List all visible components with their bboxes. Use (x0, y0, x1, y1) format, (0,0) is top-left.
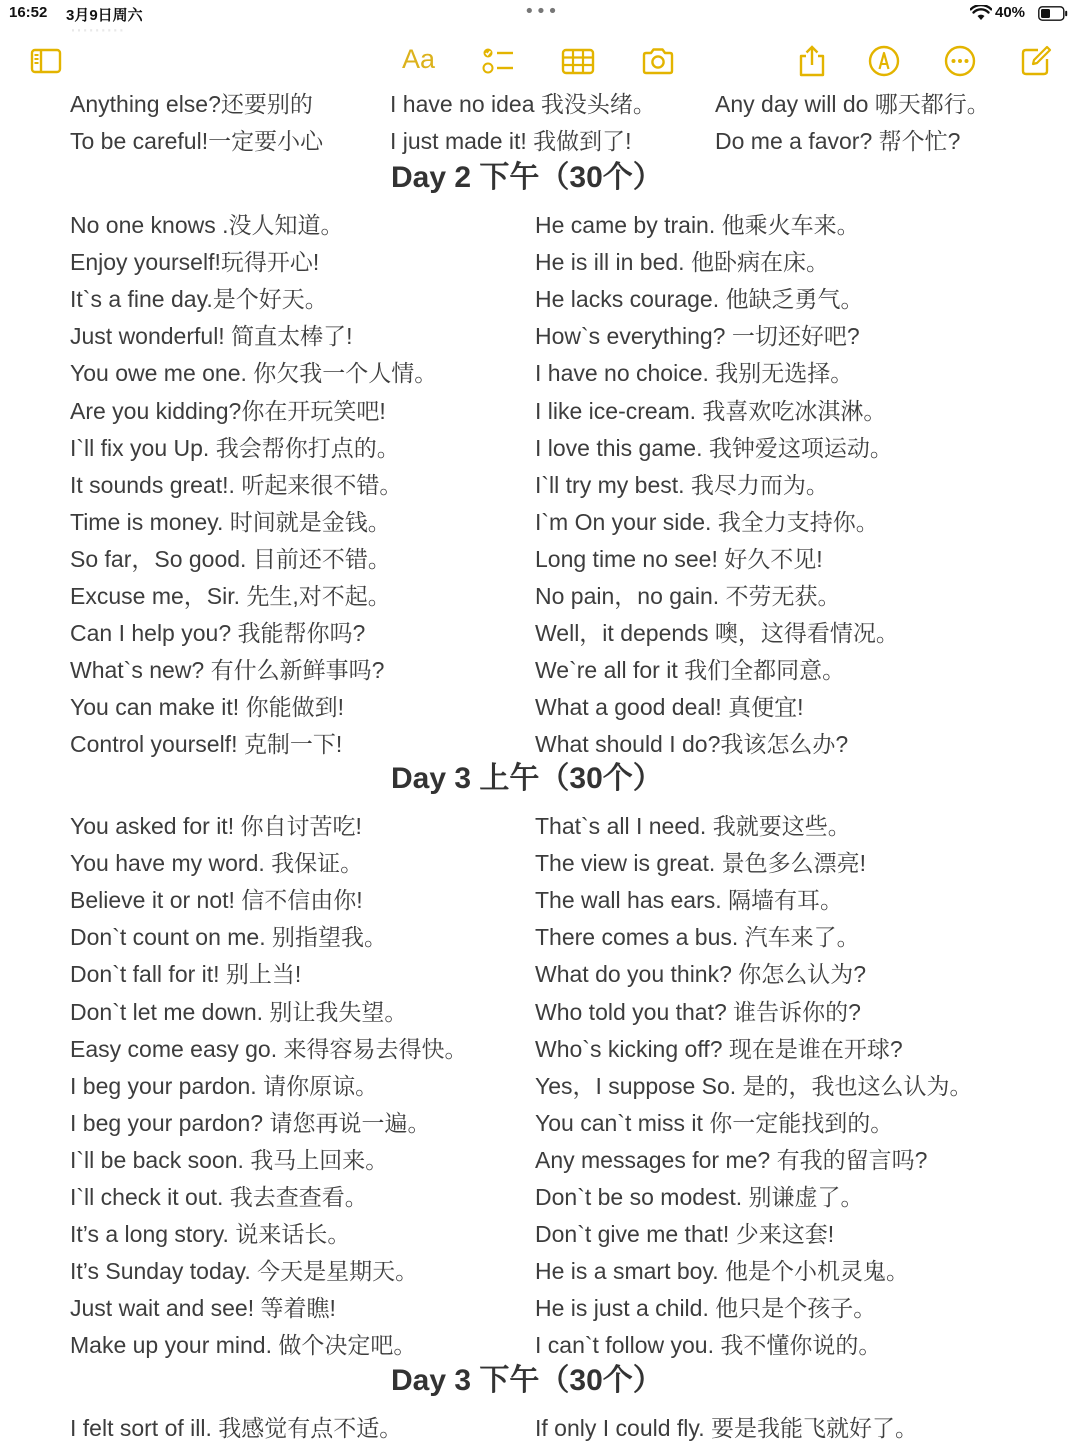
format-button[interactable]: Aa (402, 44, 436, 74)
phrase-line-left: Enjoy yourself!玩得开心! (70, 249, 320, 276)
battery-percent: 40% (995, 4, 1026, 21)
status-date: 3月9日周六 (66, 7, 143, 24)
ellipsis-circle-icon (943, 44, 977, 78)
phrase-line-right: I can`t follow you. 我不懂你说的。 (535, 1332, 882, 1359)
phrase-line-left: Don`t let me down. 别让我失望。 (70, 998, 408, 1025)
section-heading: Day 3 下午（30个） (391, 1364, 663, 1397)
phrase-line-left: What`s new? 有什么新鲜事吗? (70, 657, 385, 684)
note-line: I just made it! 我做到了! (390, 128, 632, 154)
phrase-line-right: There comes a bus. 汽车来了。 (535, 924, 860, 951)
checklist-icon (481, 44, 515, 78)
phrase-line-left: I`ll fix you Up. 我会帮你打点的。 (70, 434, 400, 461)
faded-text: ········· (70, 20, 125, 42)
phrase-line-left: You owe me one. 你欠我一个人情。 (70, 360, 438, 387)
phrase-line-left: You asked for it! 你自讨苦吃! (70, 813, 362, 839)
phrase-line-left: I`ll check it out. 我去查查看。 (70, 1184, 368, 1210)
phrase-line-left: You can make it! 你能做到! (70, 694, 344, 721)
share-button[interactable] (795, 44, 829, 78)
phrase-line-right: I have no choice. 我别无选择。 (535, 360, 854, 387)
share-icon (795, 44, 829, 78)
phrase-line-right: Don`t be so modest. 别谦虚了。 (535, 1184, 864, 1210)
note-line: Anything else?还要别的 (70, 91, 313, 117)
markup-button[interactable] (867, 44, 901, 78)
phrase-line-left: Believe it or not! 信不信由你! (70, 887, 363, 914)
phrase-line-right: He lacks courage. 他缺乏勇气。 (535, 286, 864, 313)
phrase-line-right: He is a smart boy. 他是个小机灵鬼。 (535, 1258, 910, 1285)
phrase-line-left: Just wonderful! 简直太棒了! (70, 323, 353, 350)
phrase-line-left: No one knows .没人知道。 (70, 212, 344, 238)
phrase-line-right: He is just a child. 他只是个孩子。 (535, 1295, 877, 1322)
sidebar-icon (29, 44, 63, 78)
phrase-line-right: We`re all for it 我们全都同意。 (535, 657, 846, 684)
phrase-line-left: Control yourself! 克制一下! (70, 731, 343, 758)
section-heading: Day 2 下午（30个） (391, 161, 663, 194)
battery-icon (1038, 6, 1068, 21)
phrase-line-left: I`ll be back soon. 我马上回来。 (70, 1146, 389, 1173)
note-line: To be careful!一定要小心 (70, 128, 324, 154)
phrase-line-right: Yes，I suppose So. 是的，我也这么认为。 (535, 1072, 973, 1099)
phrase-line-right: I`ll try my best. 我尽力而为。 (535, 471, 829, 498)
phrase-line-left: Don`t count on me. 别指望我。 (70, 924, 387, 951)
checklist-button[interactable] (481, 44, 515, 78)
phrase-line-left: It sounds great!. 听起来很不错。 (70, 471, 403, 498)
phrase-line-left: I beg your pardon. 请你原谅。 (70, 1072, 379, 1099)
phrase-line-left: You have my word. 我保证。 (70, 850, 364, 877)
phrase-line-right: How`s everything? 一切还好吧? (535, 323, 860, 350)
phrase-line-right: Any messages for me? 有我的留言吗? (535, 1146, 928, 1173)
phrase-line-left: I felt sort of ill. 我感觉有点不适。 (70, 1415, 403, 1441)
wifi-icon (970, 5, 992, 21)
phrase-line-left: Easy come easy go. 来得容易去得快。 (70, 1035, 468, 1062)
phrase-line-left: I beg your pardon? 请您再说一遍。 (70, 1109, 431, 1136)
phrase-line-left: Are you kidding?你在开玩笑吧! (70, 397, 386, 424)
note-line: Do me a favor? 帮个忙? (715, 128, 961, 154)
phrase-line-right: I`m On your side. 我全力支持你。 (535, 508, 879, 535)
phrase-line-right: I like ice-cream. 我喜欢吃冰淇淋。 (535, 397, 887, 424)
phrase-line-left: Can I help you? 我能帮你吗? (70, 620, 366, 647)
phrase-line-right: Who told you that? 谁告诉你的? (535, 998, 861, 1025)
phrase-line-left: It`s a fine day.是个好天。 (70, 286, 328, 313)
phrase-line-right: What a good deal! 真便宜! (535, 694, 804, 721)
status-bar (0, 0, 1080, 28)
phrase-line-left: Just wait and see! 等着瞧! (70, 1295, 336, 1322)
phrase-line-left: So far，So good. 目前还不错。 (70, 545, 391, 572)
phrase-line-right: You can`t miss it 你一定能找到的。 (535, 1109, 894, 1136)
compose-icon (1019, 44, 1053, 78)
phrase-line-left: It’s a long story. 说来话长。 (70, 1221, 351, 1248)
phrase-line-right: He is ill in bed. 他卧病在床。 (535, 249, 829, 276)
compose-button[interactable] (1019, 44, 1053, 78)
phrase-line-right: The wall has ears. 隔墙有耳。 (535, 887, 844, 914)
more-options-button[interactable] (943, 44, 977, 78)
camera-icon (641, 44, 675, 78)
phrase-line-right: I love this game. 我钟爱这项运动。 (535, 434, 893, 461)
phrase-line-right: Who`s kicking off? 现在是谁在开球? (535, 1035, 903, 1062)
table-icon (561, 44, 595, 78)
status-time: 16:52 (9, 4, 48, 21)
phrase-line-right: Long time no see! 好久不见! (535, 545, 823, 572)
phrase-line-left: It’s Sunday today. 今天是星期天。 (70, 1258, 419, 1285)
table-button[interactable] (561, 44, 595, 78)
multitasking-dots-icon[interactable]: ••• (524, 1, 559, 22)
phrase-line-right: Don`t give me that! 少来这套! (535, 1221, 835, 1248)
phrase-line-right: What should I do?我该怎么办? (535, 731, 849, 758)
phrase-line-left: Make up your mind. 做个决定吧。 (70, 1332, 417, 1359)
notes-toolbar (0, 36, 1080, 86)
phrase-line-left: Time is money. 时间就是金钱。 (70, 508, 391, 535)
phrase-line-right: If only I could fly. 要是我能飞就好了。 (535, 1415, 918, 1441)
phrase-line-right: No pain，no gain. 不劳无获。 (535, 583, 841, 609)
markup-pen-icon (867, 44, 901, 78)
phrase-line-right: He came by train. 他乘火车来。 (535, 212, 860, 238)
phrase-line-right: Well，it depends 噢，这得看情况。 (535, 620, 899, 647)
sidebar-toggle-button[interactable] (29, 44, 63, 78)
phrase-line-left: Don`t fall for it! 别上当! (70, 961, 302, 988)
phrase-line-right: That`s all I need. 我就要这些。 (535, 813, 851, 839)
section-heading: Day 3 上午（30个） (391, 762, 663, 795)
phrase-line-right: The view is great. 景色多么漂亮! (535, 850, 867, 877)
note-line: I have no idea 我没头绪。 (390, 91, 656, 117)
camera-button[interactable] (641, 44, 675, 78)
phrase-line-right: What do you think? 你怎么认为? (535, 961, 867, 988)
phrase-line-left: Excuse me，Sir. 先生,对不起。 (70, 583, 391, 609)
note-line: Any day will do 哪天都行。 (715, 91, 990, 117)
